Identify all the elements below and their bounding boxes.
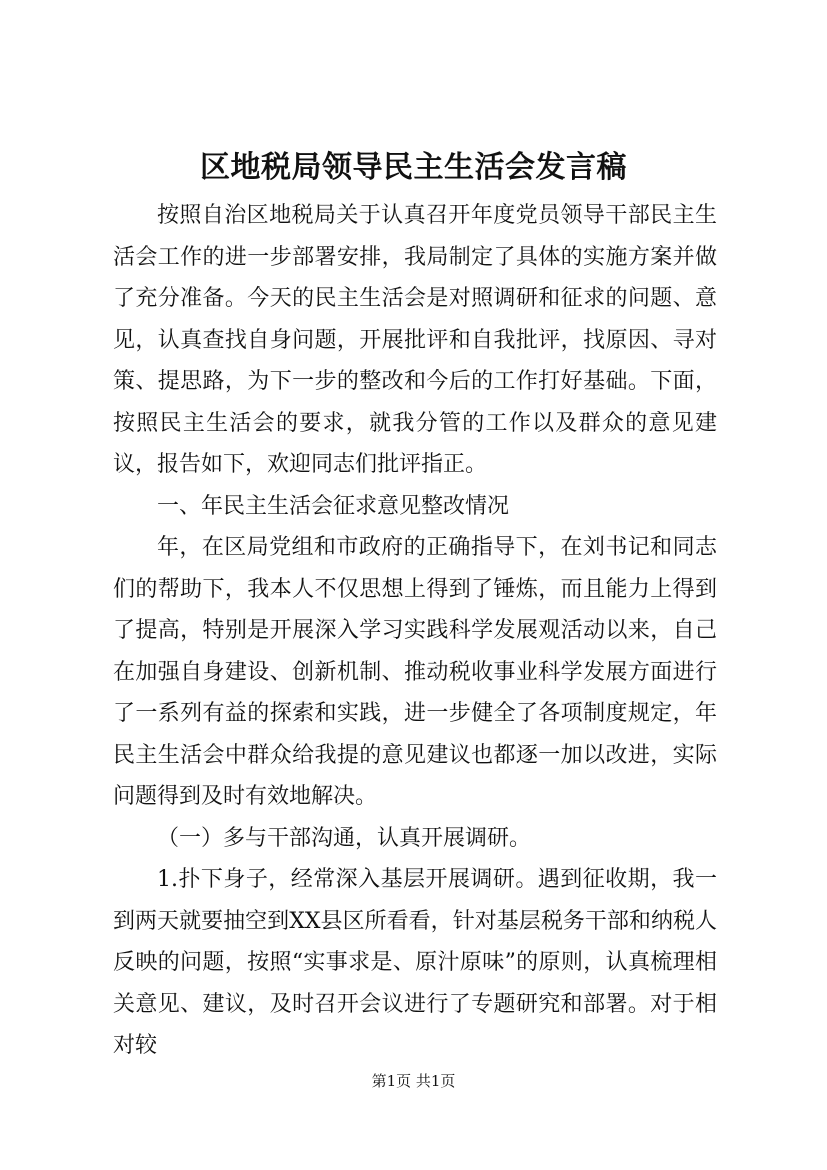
document-body — [113, 195, 717, 1067]
subsection-heading-1: （一）多与干部沟通，认真开展调研。 — [157, 825, 532, 851]
document-title: 区地税局领导民主生活会发言稿 — [200, 150, 627, 185]
paragraph-intro: 按照自治区地税局关于认真召开年度党员领导干部民主生活会工作的进一步部署安排，我局制定了具体的实施方案并做了充分准备。今天的民主生活会是对照调研和征求的问题、意见，认真查找自身问题，开展批评和自我批评，找原因、寻对策、提思路，为下一步的整改和今后的工作打好基础。下面，按照民主生活会的要求，就我分管的工作以及群众的意见建议，报告如下，欢迎同志们批评指正。 — [113, 203, 717, 477]
paragraph-review: 年，在区局党组和市政府的正确指导下，在刘书记和同志们的帮助下，我本人不仅思想上得到了锤炼，而且能力上得到了提高，特别是开展深入学习实践科学发展观活动以来，自己在加强自身建设、创新机制、推动税收事业科学发展方面进行了一系列有益的探索和实践，进一步健全了各项制度规定，年民主生活会中群众给我提的意见建议也都逐一加以改进，实际问题得到及时有效地解决。 — [113, 535, 717, 809]
section-heading-1: 一、年民主生活会征求意见整改情况 — [157, 493, 510, 519]
page-footer: 第1页 共1页 — [371, 1072, 456, 1090]
paragraph-item-1: 1.扑下身子，经常深入基层开展调研。遇到征收期，我一到两天就要抽空到XX县区所看看，针对基层税务干部和纳税人反映的问题，按照“实事求是、原汁原味”的原则，认真梳理相关意见、建议，及时召开会议进行了专题研究和部署。对于相对较 — [113, 867, 717, 1058]
